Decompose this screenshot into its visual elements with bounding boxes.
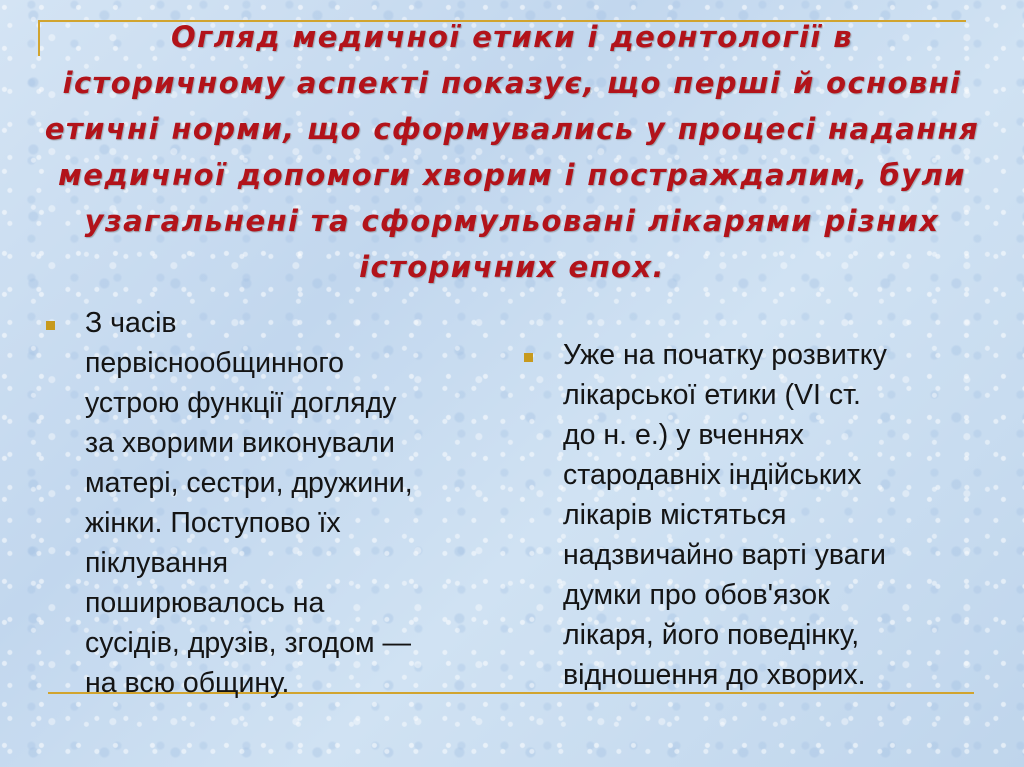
bullet-line: матері, сестри, дружини, xyxy=(85,467,413,499)
bullet-line: лікарів містяться xyxy=(563,499,787,531)
bullet-line: за хворими виконували xyxy=(85,427,395,459)
bullet-line: до н. е.) у вченнях xyxy=(563,419,805,451)
bullet-square-icon xyxy=(524,353,533,362)
title-line: узагальнені та сформульовані лікарями різних xyxy=(84,204,940,238)
title-line: історичних епох. xyxy=(359,250,665,284)
bullet-text xyxy=(563,335,887,695)
slide-title xyxy=(0,14,1024,290)
bullet-square-icon xyxy=(46,321,55,330)
bullet-line: лікарської етики (VI ст. xyxy=(563,379,861,411)
bullet-line: лікаря, його поведінку, xyxy=(563,619,860,651)
bullet-line: поширювалось на xyxy=(85,587,325,619)
bullet-line: жінки. Поступово їх xyxy=(85,507,341,539)
title-line: історичному аспекті показує, що перші й основні xyxy=(62,66,962,100)
title-line: етичні норми, що сформувались у процесі надання xyxy=(44,112,980,146)
title-line: Огляд медичної етики і деонтології в xyxy=(171,20,853,54)
left-bullet-list xyxy=(46,303,496,703)
bullet-line: Уже на початку розвитку xyxy=(563,339,887,371)
bullet-line: стародавніх індійських xyxy=(563,459,862,491)
bullet-line: первіснообщинного xyxy=(85,347,344,379)
bullet-line: піклування xyxy=(85,547,229,579)
bullet-line: сусідів, друзів, згодом — xyxy=(85,627,412,659)
bullet-item-indian-physicians xyxy=(524,335,974,695)
bullet-line: устрою функції догляду xyxy=(85,387,397,419)
bullet-line: З часів xyxy=(85,307,177,339)
bullet-line: на всю общину. xyxy=(85,667,290,699)
bullet-item-primitive-era xyxy=(46,303,496,703)
title-line: медичної допомоги хворим і постраждалим, були xyxy=(58,158,966,192)
bullet-line: думки про обов'язок xyxy=(563,579,830,611)
bullet-line: надзвичайно варті уваги xyxy=(563,539,886,571)
bullet-line: відношення до хворих. xyxy=(563,659,866,691)
right-bullet-list xyxy=(524,335,974,695)
bullet-text xyxy=(85,303,413,703)
